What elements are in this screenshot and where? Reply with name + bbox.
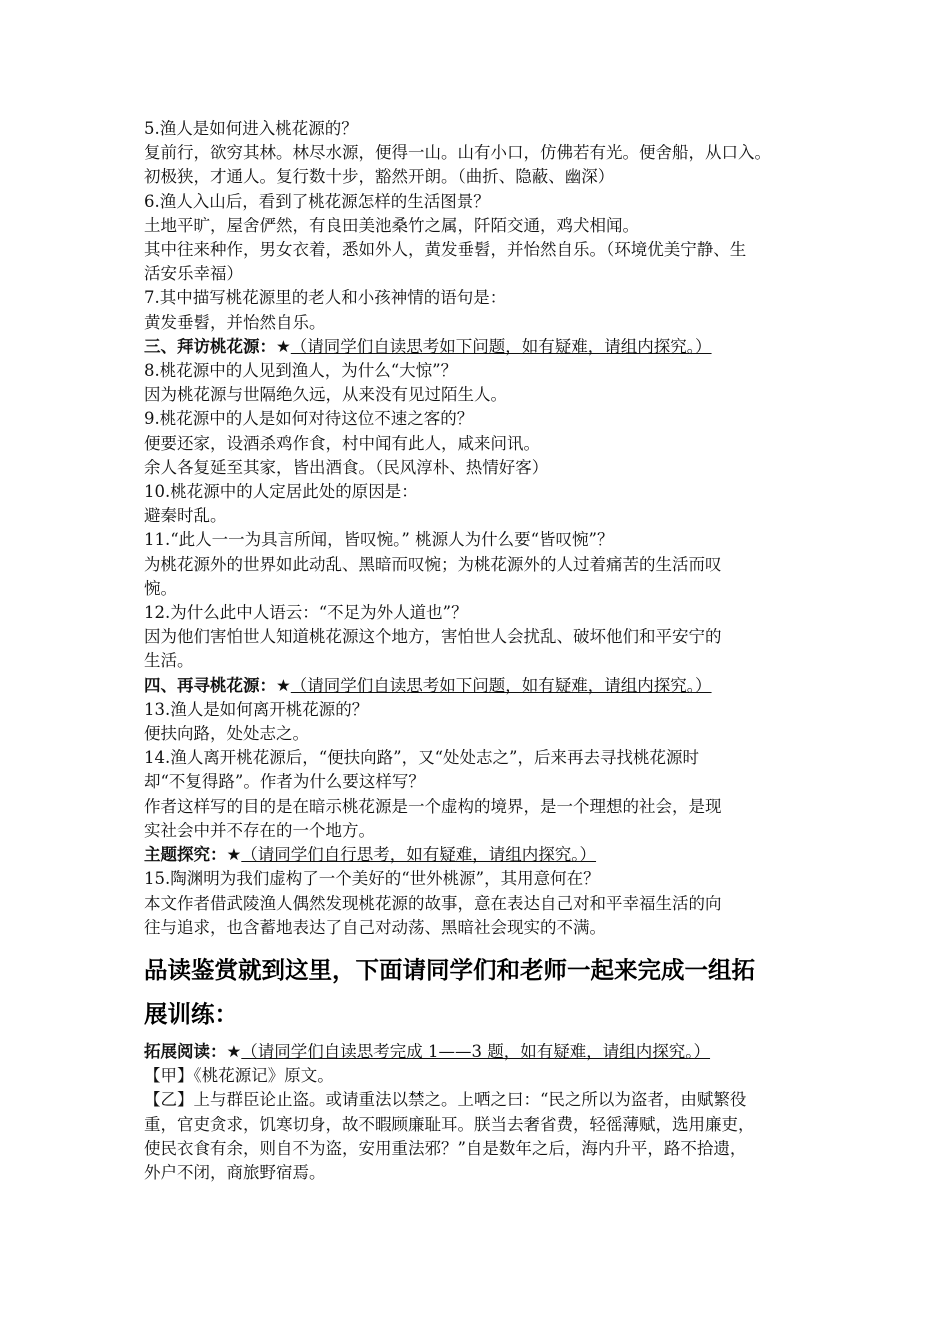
section-instruction: （请同学们自行思考，如有疑难，请组内探究。） xyxy=(241,845,597,865)
answer-line: 实社会中并不存在的一个地方。 xyxy=(144,820,375,840)
section-title: 四、再寻桃花源：★ xyxy=(144,675,291,695)
answer-line: 黄发垂髫，并怡然自乐。 xyxy=(144,312,326,332)
document-page xyxy=(144,117,816,1185)
section-instruction: （请同学们自读思考如下问题，如有疑难，请组内探究。） xyxy=(290,675,712,695)
answer-line: 初极狭，才通人。复行数十步，豁然开朗。（曲折、隐蔽、幽深） xyxy=(144,167,615,187)
section-heading-theme xyxy=(144,843,816,867)
answer-line: 活安乐幸福） xyxy=(144,264,243,284)
question-6: 6.渔人入山后，看到了桃花源怎样的生活图景？ xyxy=(144,191,490,211)
question-10: 10.桃花源中的人定居此处的原因是： xyxy=(144,482,418,502)
question-line: 却“不复得路”。作者为什么要这样写？ xyxy=(144,772,425,792)
passage-b-line: 【乙】上与群臣论止盗。或请重法以禁之。上哂之曰：“民之所以为盗者，由赋繁役 xyxy=(144,1090,747,1110)
answer-line: 因为桃花源与世隔绝久远，从来没有见过陌生人。 xyxy=(144,385,507,405)
answer-line: 余人各复延至其家，皆出酒食。（民风淳朴、热情好客） xyxy=(144,457,549,477)
big-heading-line-1: 品读鉴赏就到这里，下面请同学们和老师一起来完成一组拓 xyxy=(144,955,755,984)
passage-b-line: 外户不闭，商旅野宿焉。 xyxy=(144,1162,326,1182)
section-title: 三、拜访桃花源：★ xyxy=(144,336,291,356)
answer-line: 为桃花源外的世界如此动乱、黑暗而叹惋；为桃花源外的人过着痛苦的生活而叹 xyxy=(144,554,722,574)
question-5: 5.渔人是如何进入桃花源的？ xyxy=(144,119,358,138)
big-heading-line-2: 展训练： xyxy=(144,999,238,1028)
question-11: 11.“此人一一为具言所闻，皆叹惋。” 桃源人为什么要“皆叹惋”？ xyxy=(144,530,614,550)
section-title: 主题探究：★ xyxy=(144,845,242,865)
answer-line: 往与追求，也含蓄地表达了自己对动荡、黑暗社会现实的不满。 xyxy=(144,917,606,937)
question-13: 13.渔人是如何离开桃花源的？ xyxy=(144,699,369,719)
section-heading-extension xyxy=(144,1040,816,1064)
section-title: 拓展阅读：★ xyxy=(144,1041,242,1061)
passage-b-line: 使民衣食有余，则自不为盗，安用重法邪？”自是数年之后，海内升平，路不拾遗， xyxy=(144,1138,747,1158)
answer-line: 本文作者借武陵渔人偶然发现桃花源的故事，意在表达自己对和平幸福生活的向 xyxy=(144,893,722,913)
passage-a: 【甲】《桃花源记》原文。 xyxy=(144,1066,334,1086)
answer-line: 便要还家，设酒杀鸡作食，村中闻有此人，咸来问讯。 xyxy=(144,433,540,453)
answer-line: 因为他们害怕世人知道桃花源这个地方，害怕世人会扰乱、破坏他们和平安宁的 xyxy=(144,627,722,647)
question-15: 15.陶渊明为我们虚构了一个美好的“世外桃源”，其用意何在？ xyxy=(144,869,600,889)
passage-b-line: 重，官吏贪求，饥寒切身，故不暇顾廉耻耳。朕当去奢省费，轻徭薄赋，选用廉吏， xyxy=(144,1114,755,1134)
section-instruction: （请同学们自读思考完成 1——3 题，如有疑难，请组内探究。） xyxy=(241,1041,711,1061)
answer-line: 土地平旷，屋舍俨然，有良田美池桑竹之属，阡陌交通，鸡犬相闻。 xyxy=(144,215,639,235)
answer-line: 避秦时乱。 xyxy=(144,506,227,526)
question-12: 12.为什么此中人语云：“不足为外人道也”？ xyxy=(144,603,468,623)
question-9: 9.桃花源中的人是如何对待这位不速之客的？ xyxy=(144,409,474,429)
question-8: 8.桃花源中的人见到渔人，为什么“大惊”？ xyxy=(144,361,458,381)
answer-line: 作者这样写的目的是在暗示桃花源是一个虚构的境界，是一个理想的社会，是现 xyxy=(144,796,722,816)
answer-line: 生活。 xyxy=(144,651,194,671)
answer-line: 便扶向路，处处志之。 xyxy=(144,724,309,744)
answer-line: 惋。 xyxy=(144,578,177,598)
section-instruction: （请同学们自读思考如下问题，如有疑难，请组内探究。） xyxy=(290,336,712,356)
question-14: 14.渔人离开桃花源后，“便扶向路”，又“处处志之”，后来再去寻找桃花源时 xyxy=(144,748,699,768)
answer-line: 复前行，欲穷其林。林尽水源，便得一山。山有小口，仿佛若有光。便舍船，从口入。 xyxy=(144,143,771,163)
answer-line: 其中往来种作，男女衣着，悉如外人，黄发垂髫，并怡然自乐。（环境优美宁静、生 xyxy=(144,240,747,260)
section-heading-revisit xyxy=(144,674,816,698)
section-heading-visit xyxy=(144,335,816,359)
question-7: 7.其中描写桃花源里的老人和小孩神情的语句是： xyxy=(144,288,507,308)
